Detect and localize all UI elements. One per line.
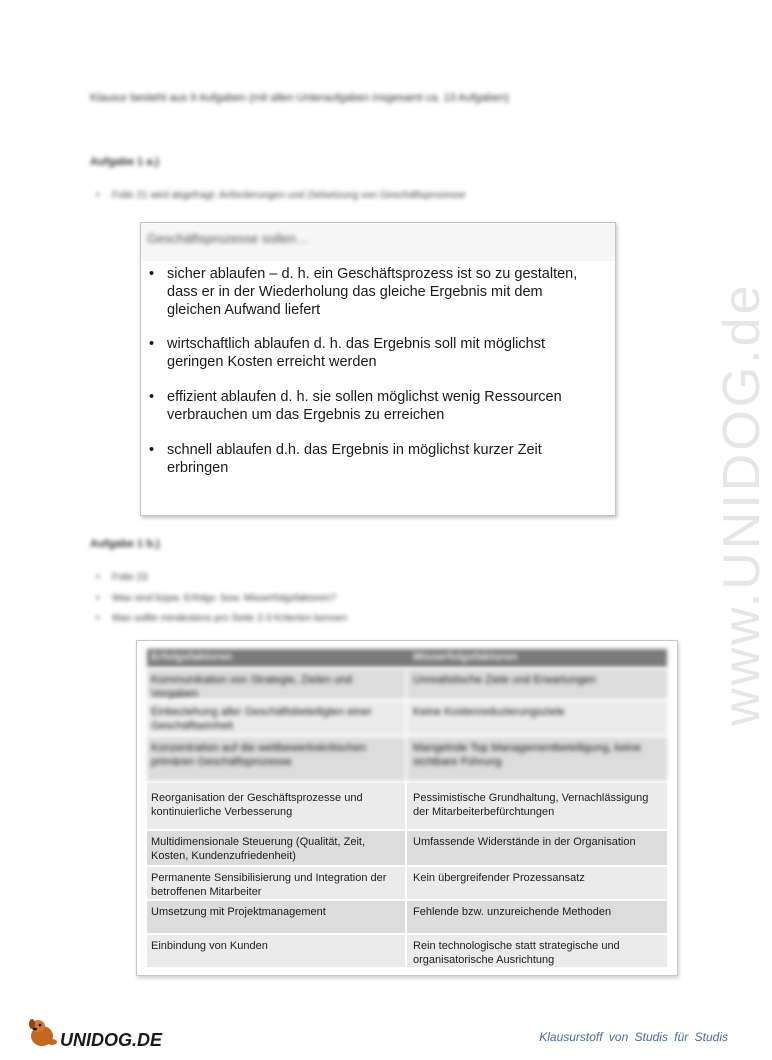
table-cell: Mangelnde Top Managementbeteiligung, keine sichtbare Führung [413,742,641,768]
table-cell: Kommunikation von Strategie, Zielen und Vorgaben [151,674,353,700]
logo-text: UNIDOG.DE [60,1030,163,1050]
table-cell: Einbindung von Kunden [151,940,268,952]
factors-table [136,640,678,976]
table-row [147,831,667,865]
intro-text: Klausur besteht aus 9 Aufgaben (mit allen Unteraufgaben insgesamt ca. 13 Aufgaben) [90,92,509,104]
table-row [147,901,667,933]
slide-item: • wirtschaftlich ablaufen d. h. das Ergebnis soll mit möglichst geringen Kosten erreicht werden [167,335,597,371]
table-cell: Fehlende bzw. unzureichende Methoden [413,906,612,918]
bullet-aufgabe-1b: • Folie 23 [112,572,148,583]
slide-header: Geschäftsprozesse sollen… [147,231,309,246]
table-cell: Umfassende Widerstände in der Organisation [413,836,636,848]
slide-item: • schnell ablaufen d.h. das Ergebnis in möglichst kurzer Zeit erbringen [167,441,597,477]
footer-tagline: Klausurstoff von Studis für Studis [539,1030,728,1044]
dog-icon [24,1014,64,1050]
table-row [147,935,667,967]
table-cell: Permanente Sensibilisierung und Integration der betroffenen Mitarbeiter [151,872,387,898]
heading-aufgabe-1a: Aufgabe 1 a.) [90,156,160,168]
unidog-logo [24,1014,163,1055]
table-header [147,649,667,667]
slide-excerpt-geschaeftsprozesse [140,222,616,516]
table-row [147,669,667,699]
table-row [147,737,667,781]
watermark: www.UNIDOG.de [713,282,771,726]
table-cell: Kein übergreifender Prozessansatz [413,872,585,884]
bullet-aufgabe-1b: • Was sind bzpw. Erfolgs- bzw. Misserfolgsfaktoren? [112,593,336,604]
heading-aufgabe-1b: Aufgabe 1 b.) [90,538,160,550]
bullet-aufgabe-1b: • Man sollte mindestens pro Seite 2-3 Kriterien kennen [112,613,347,624]
table-row [147,867,667,899]
table-cell: Pessimistische Grundhaltung, Vernachlässigung der Mitarbeiterbefürchtungen [413,792,649,818]
table-cell: Keine Kostenreduzierungsziele [413,706,565,718]
table-cell: Einbeziehung aller Geschäftsbeteiligten einer Geschäftseinheit [151,706,372,732]
table-cell: Konzentration auf die wettbewerbskritischen primären Geschäftsprozesse [151,742,367,768]
table-row [147,701,667,735]
bullet-aufgabe-1a: • Folie 21 wird abgefragt: Anforderungen und Zielsetzung von Geschäftsprozesse [112,190,466,201]
table-header-cell: Misserfolgsfaktoren [413,651,518,663]
table-cell: Unrealistische Ziele und Erwartungen [413,674,596,686]
table-cell: Reorganisation der Geschäftsprozesse und kontinuierliche Verbesserung [151,792,363,818]
slide-item: • sicher ablaufen – d. h. ein Geschäftsprozess ist so zu gestalten, dass er in der Wiederholung das gleiche Ergebnis mit dem gleichen Aufwand liefert [167,265,597,319]
table-cell: Umsetzung mit Projektmanagement [151,906,326,918]
table-cell: Multidimensionale Steuerung (Qualität, Zeit, Kosten, Kundenzufriedenheit) [151,836,365,862]
table-header-cell: Erfolgsfaktoren [151,651,233,663]
table-cell: Rein technologische statt strategische und organisatorische Ausrichtung [413,940,620,966]
slide-item: • effizient ablaufen d. h. sie sollen möglichst wenig Ressourcen verbrauchen um das Ergebnis zu erreichen [167,388,597,424]
table-row [147,783,667,829]
